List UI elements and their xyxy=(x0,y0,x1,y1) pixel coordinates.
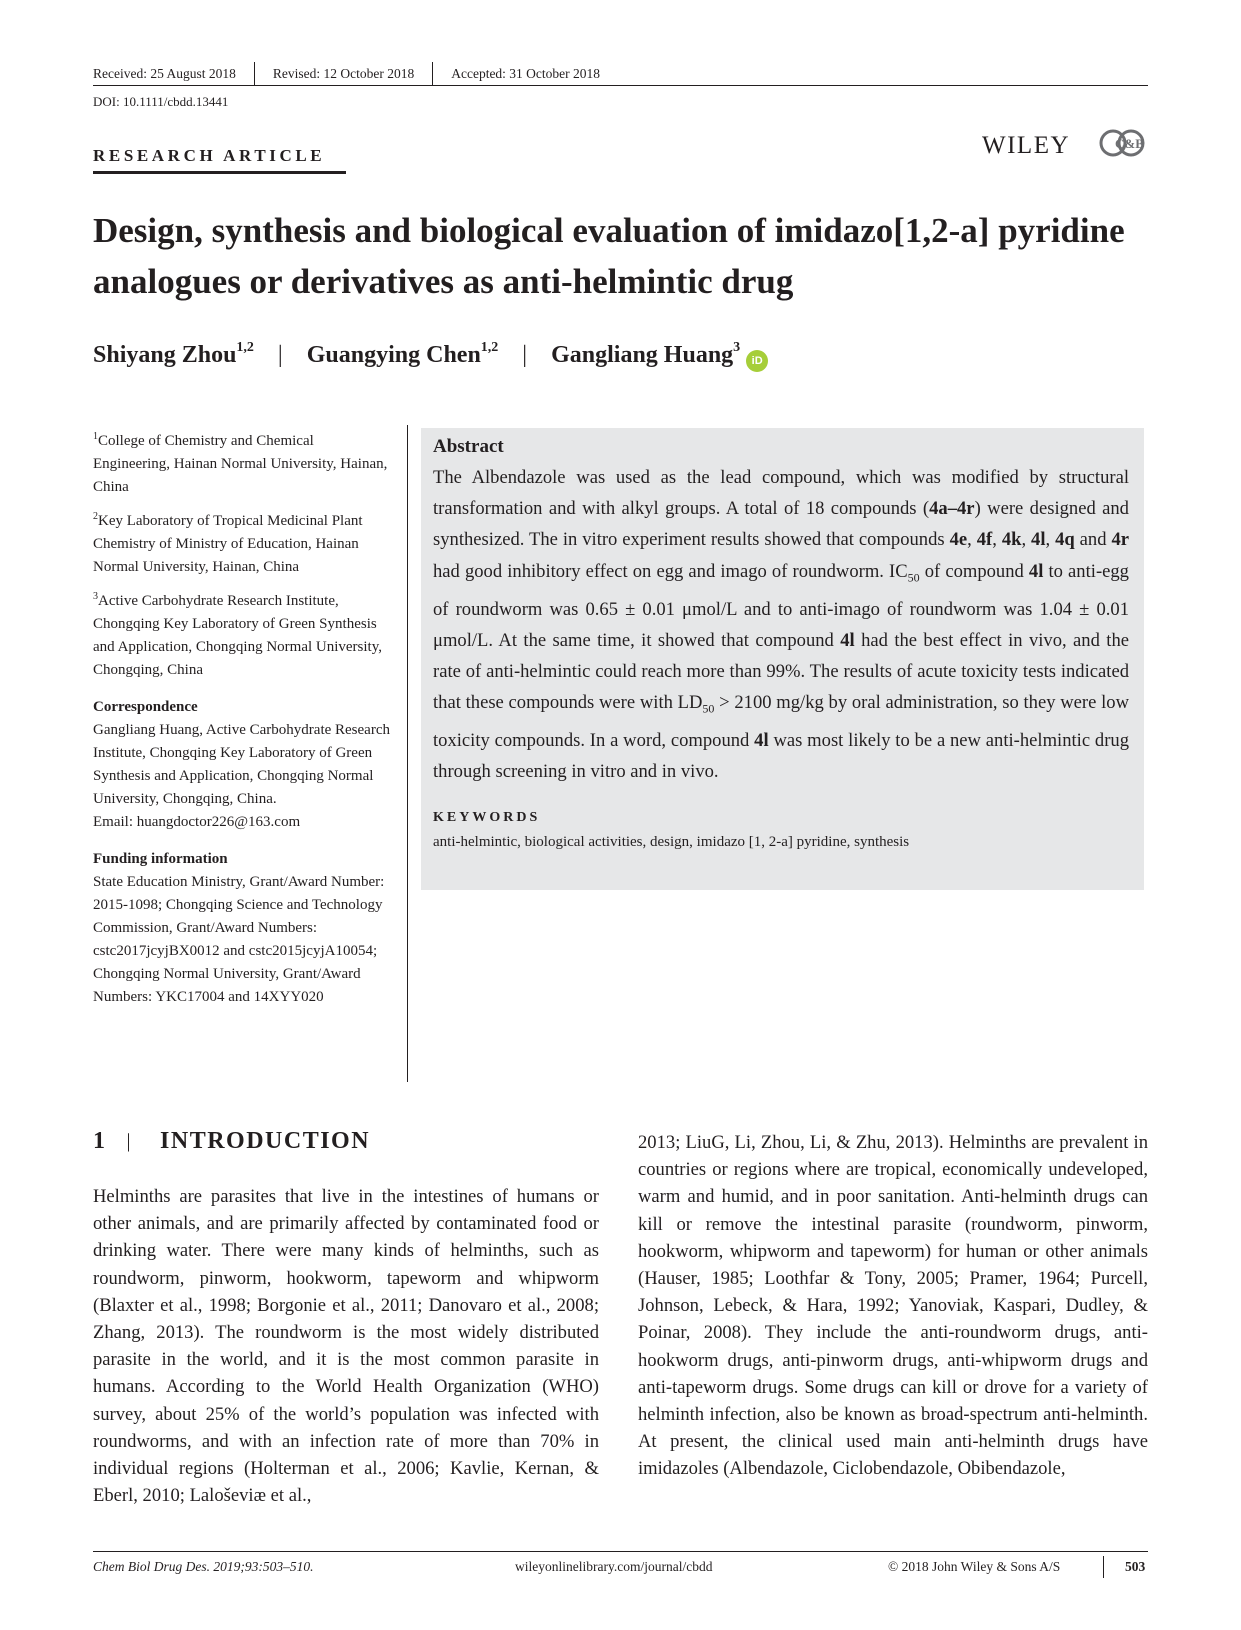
section-separator: | xyxy=(126,1130,133,1152)
section-title: INTRODUCTION xyxy=(160,1128,371,1154)
divider xyxy=(254,62,255,86)
section-number: 1 xyxy=(93,1128,107,1154)
author-separator: | xyxy=(277,342,283,368)
doi[interactable]: DOI: 10.1111/cbdd.13441 xyxy=(93,94,229,109)
author-separator: | xyxy=(522,342,528,368)
history-dates xyxy=(93,62,600,86)
footer-divider xyxy=(1103,1556,1104,1578)
journal-citation: Chem Biol Drug Des. 2019;93:503–510. xyxy=(93,1559,314,1574)
funding-heading: Funding information xyxy=(93,851,228,867)
footer-rule xyxy=(93,1551,1148,1552)
publisher-logo: WILEY xyxy=(982,132,1071,159)
correspondence-text: Gangliang Huang, Active Carbohydrate Research Institute, Chongqing Key Laboratory of Green Synthesis and Application, Chongqing Normal University, Chongqing, China. xyxy=(93,722,390,807)
revised-date: Revised: 12 October 2018 xyxy=(272,66,415,81)
author-list xyxy=(93,342,768,370)
affiliation: $^2$Key Laboratory of Tropical Medicinal Plant Chemistry of Ministry of Education, Hainan Normal University, Hainan, China xyxy=(93,511,363,575)
article-type: RESEARCH ARTICLE xyxy=(93,146,326,165)
column-divider xyxy=(407,425,408,1082)
correspondence-email[interactable]: Email: huangdoctor226@163.com xyxy=(93,814,301,830)
keywords-list: anti-helmintic, biological activities, design, imidazo [1, 2-a] pyridine, synthesis xyxy=(433,834,910,851)
intro-column-right: 2013; LiuG, Li, Zhou, Li, & Zhu, 2013). Helminths are prevalent in countries or regions where are tropical, economically undeveloped, warm and humid, and in poor sanitation. Anti-helminth drugs can kill or remove the intestinal parasite (roundworm, pinworm, hookworm, whipworm and tapeworm) for human or other animals (Hauser, 1985; Loothfar & Tony, 2005; Pramer, 1964; Purcell, Johnson, Lebeck, & Hara, 1992; Yanoviak, Kaspari, Dudley, & Poinar, 2008). They include the anti-roundworm drugs, anti-hookworm drugs, anti-pinworm drugs, anti-whipworm drugs and anti-tapeworm drugs. Some drugs can kill or drove for a variety of helminth infection, also be known as broad-spectrum anti-helminth. At present, the clinical used main anti-helminth drugs have imidazoles (Albendazole, Ciclobendazole, Obibendazole, xyxy=(638,1132,1148,1480)
page-number: 503 xyxy=(1125,1559,1146,1574)
journal-logo-icon xyxy=(1098,128,1146,164)
funding-text: State Education Ministry, Grant/Award Number: 2015-1098; Chongqing Science and Technology Commission, Grant/Award Numbers: cstc2017jcyjBX0012 and cstc2015jcyjA10054; Chongqing Normal University, Grant/Award Numbers: YKC17004 and 14XYY020 xyxy=(93,874,385,1005)
correspondence-heading: Correspondence xyxy=(93,699,198,715)
received-date: Received: 25 August 2018 xyxy=(93,66,236,81)
author[interactable]: Guangying Chen$^{1,2}$ xyxy=(306,340,499,368)
journal-url[interactable]: wileyonlinelibrary.com/journal/cbdd xyxy=(515,1559,713,1574)
accepted-date: Accepted: 31 October 2018 xyxy=(451,66,601,81)
article-title: Design, synthesis and biological evaluation of imidazo[1,2-a] pyridine analogues or derivatives as anti-helmintic drug xyxy=(93,211,1125,301)
header-rule xyxy=(93,85,1148,86)
abstract-text: The Albendazole was used as the lead compound, which was modified by structural transformation and with alkyl groups. A total of 18 compounds (4a–4r) were designed and synthesized. The in vitro experiment results showed that compounds 4e, 4f, 4k, 4l, 4q and 4r had good inhibitory effect on egg and imago of roundworm. $IC_{50}$ of compound 4l to anti-egg of roundworm was 0.65 ± 0.01 μmol/L and to anti-imago of roundworm was 1.04 ± 0.01 μmol/L. At the same time, it showed that compound 4l had the best effect in vivo, and the rate of anti-helmintic could reach more than 99%. The results of acute toxicity tests indicated that these compounds were with $LD_{50} > 2100$ mg/kg by oral administration, so they were low toxicity compounds. In a word, compound 4l was most likely to be a new anti-helmintic drug through screening in vitro and in vivo. xyxy=(433,467,1130,783)
orcid-icon[interactable]: iD xyxy=(746,350,768,372)
divider xyxy=(432,62,433,86)
abstract-box xyxy=(421,428,1144,890)
affiliation: $^3$Active Carbohydrate Research Institute, Chongqing Key Laboratory of Green Synthesis and Application, Chongqing Normal University, Chongqing, China xyxy=(93,591,382,678)
copyright: © 2018 John Wiley & Sons A/S xyxy=(888,1559,1061,1574)
abstract-heading: Abstract xyxy=(433,436,504,457)
affiliation: $^1$College of Chemistry and Chemical Engineering, Hainan Normal University, Hainan, China xyxy=(93,431,388,495)
keywords-heading: KEYWORDS xyxy=(433,810,541,826)
intro-column-left: Helminths are parasites that live in the intestines of humans or other animals, and are primarily affected by contaminated food or drinking water. There were many kinds of helminths, such as roundworm, pinworm, hookworm, tapeworm and whipworm (Blaxter et al., 1998; Borgonie et al., 2011; Danovaro et al., 2008; Zhang, 2013). The roundworm is the most widely distributed parasite in the world, and it is the most common parasite in humans. According to the World Health Organization (WHO) survey, about 25% of the world’s population was infected with roundworms, and with an infection rate of more than 70% in individual regions (Holterman et al., 2006; Kavlie, Kernan, & Eberl, 2010; Laloševiæ et al., xyxy=(93,1186,599,1507)
journal-logo-text: C&B xyxy=(1115,136,1144,151)
author[interactable]: Gangliang Huang$^3$ xyxy=(551,340,741,368)
section-heading xyxy=(93,1128,370,1155)
author[interactable]: Shiyang Zhou$^{1,2}$ xyxy=(93,340,254,368)
affiliations-column xyxy=(93,425,393,1015)
article-type-underline xyxy=(93,171,346,174)
